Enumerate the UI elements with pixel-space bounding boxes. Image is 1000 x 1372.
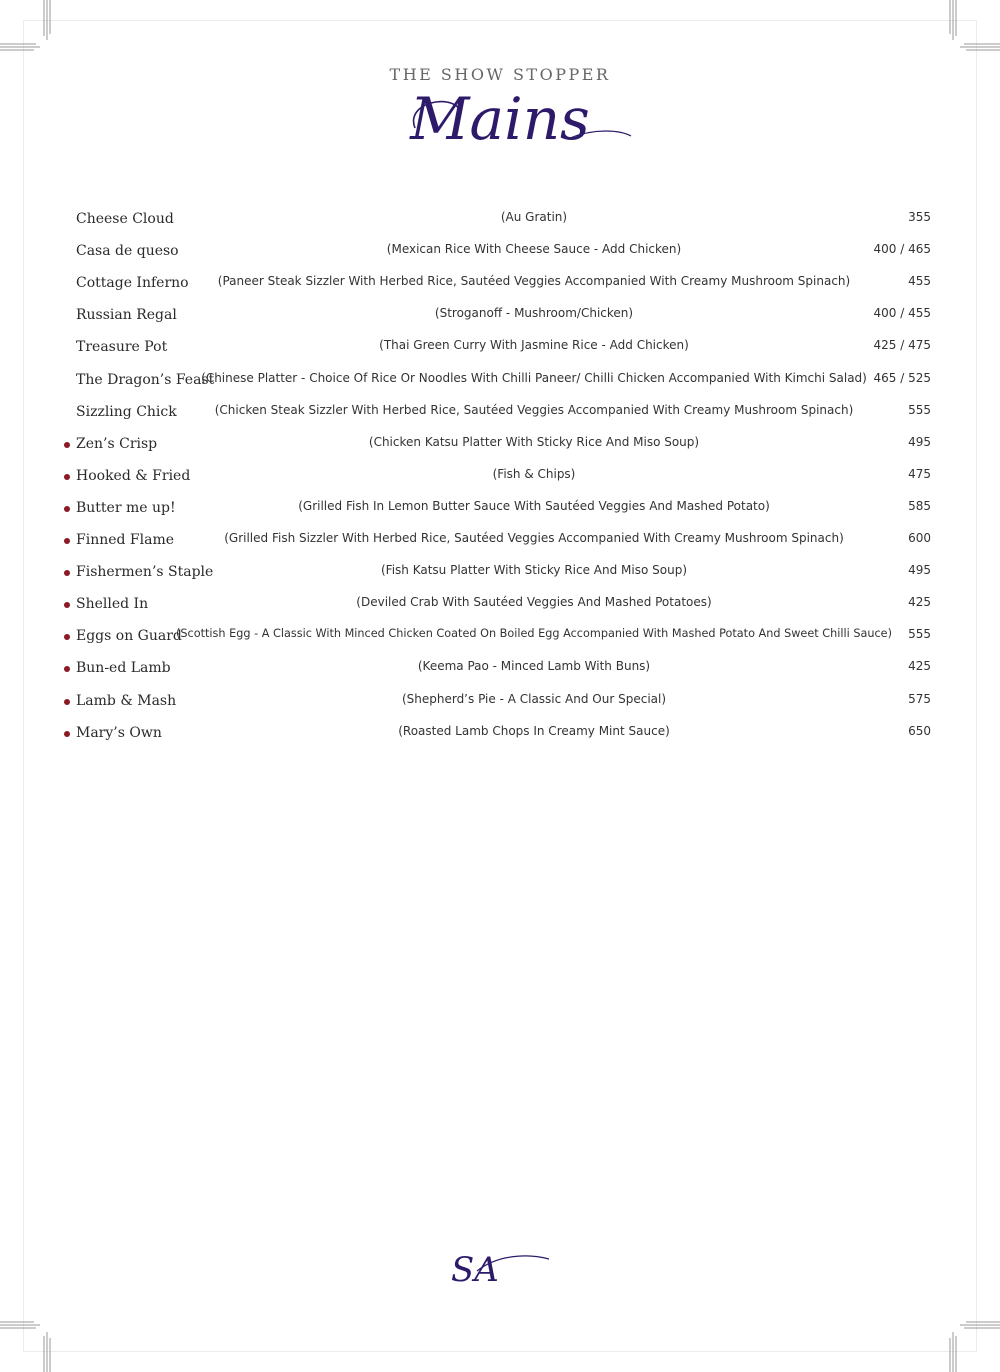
monogram-logo xyxy=(447,1245,553,1301)
bullet-dot-icon xyxy=(64,602,70,608)
menu-item-row xyxy=(0,271,1000,303)
menu-item-description: (Fish Katsu Platter With Sticky Rice And Miso Soup) xyxy=(381,563,687,578)
menu-item-row xyxy=(0,207,1000,239)
menu-item-row xyxy=(0,303,1000,335)
menu-item-price: 400 / 465 xyxy=(873,242,931,257)
menu-item-row xyxy=(0,624,1000,656)
menu-item-price: 555 xyxy=(908,402,931,417)
menu-item-row xyxy=(0,496,1000,528)
page-title: Mains xyxy=(410,85,590,153)
bullet-dot-icon xyxy=(64,474,70,480)
menu-item-name: Zen’s Crisp xyxy=(76,435,158,452)
menu-item-price: 475 xyxy=(908,466,931,481)
menu-item-name: Finned Flame xyxy=(76,532,175,548)
menu-item-description: (Deviled Crab With Sautéed Veggies And Mashed Potatoes) xyxy=(356,595,712,610)
menu-item-description: (Thai Green Curry With Jasmine Rice - Add Chicken) xyxy=(379,338,689,353)
menu-item-name: Butter me up! xyxy=(76,499,176,516)
menu-item-name: Treasure Pot xyxy=(76,339,168,356)
menu-item-description: (Grilled Fish Sizzler With Herbed Rice, Sautéed Veggies Accompanied With Creamy Mushroom Spinach) xyxy=(224,531,844,545)
menu-item-price: 425 xyxy=(908,659,931,674)
menu-item-description: (Roasted Lamb Chops In Creamy Mint Sauce) xyxy=(398,723,670,738)
menu-item-name: Cheese Cloud xyxy=(76,211,174,227)
menu-item-row xyxy=(0,592,1000,624)
corner-ornament-icon xyxy=(940,0,1000,60)
menu-item-row xyxy=(0,560,1000,592)
menu-item-description: (Fish & Chips) xyxy=(492,466,576,481)
menu-item-price: 555 xyxy=(908,627,931,642)
menu-item-price: 465 / 525 xyxy=(873,370,931,385)
menu-item-name: Russian Regal xyxy=(76,307,177,324)
menu-item-name: The Dragon’s Feast xyxy=(76,371,215,388)
menu-item-row xyxy=(0,368,1000,400)
menu-item-name: Hooked & Fried xyxy=(76,467,191,484)
menu-item-row xyxy=(0,464,1000,496)
menu-item-row xyxy=(0,528,1000,560)
menu-item-row xyxy=(0,335,1000,367)
menu-item-price: 355 xyxy=(908,210,931,224)
bullet-dot-icon xyxy=(64,699,70,705)
menu-item-name: Shelled In xyxy=(76,596,149,613)
menu-item-name: Casa de queso xyxy=(76,243,179,260)
corner-ornament-icon xyxy=(940,1312,1000,1372)
menu-item-price: 585 xyxy=(908,498,931,513)
menu-item-row xyxy=(0,432,1000,464)
bullet-dot-icon xyxy=(64,634,70,640)
menu-item-price: 400 / 455 xyxy=(873,306,931,321)
menu-item-price: 600 xyxy=(908,531,931,545)
menu-item-description: (Chicken Katsu Platter With Sticky Rice And Miso Soup) xyxy=(368,434,700,449)
menu-item-row xyxy=(0,239,1000,271)
menu-item-row xyxy=(0,689,1000,721)
bullet-dot-icon xyxy=(64,506,70,512)
menu-item-name: Eggs on Guard xyxy=(76,628,182,645)
menu-item-row xyxy=(0,400,1000,432)
corner-ornament-icon xyxy=(0,0,60,60)
menu-item-description: (Scottish Egg - A Classic With Minced Chicken Coated On Boiled Egg Accompanied With Mashed Potato And Sweet Chilli Sauce) xyxy=(176,627,892,641)
menu-item-price: 575 xyxy=(908,691,931,706)
bullet-dot-icon xyxy=(64,570,70,576)
menu-item-price: 425 / 475 xyxy=(873,338,931,353)
menu-item-price: 495 xyxy=(908,434,931,449)
menu-item-description: (Paneer Steak Sizzler With Herbed Rice, Sautéed Veggies Accompanied With Creamy Mushroom Spinach) xyxy=(217,274,851,289)
menu-item-name: Bun-ed Lamb xyxy=(76,660,171,677)
menu-item-description: (Chinese Platter - Choice Of Rice Or Noodles With Chilli Paneer/ Chilli Chicken Accompanied With Kimchi Salad) xyxy=(201,370,867,385)
menu-item-price: 650 xyxy=(908,723,931,738)
menu-item-name: Mary’s Own xyxy=(76,724,162,741)
menu-item-price: 495 xyxy=(908,563,931,578)
menu-item-description: (Shepherd’s Pie - A Classic And Our Special) xyxy=(401,691,667,706)
menu-item-name: Sizzling Chick xyxy=(76,403,177,420)
menu-item-description: (Keema Pao - Minced Lamb With Buns) xyxy=(417,659,651,674)
menu-item-description: (Au Gratin) xyxy=(500,210,568,224)
menu-item-row xyxy=(0,656,1000,688)
menu-item-price: 425 xyxy=(908,595,931,610)
svg-text:SA: SA xyxy=(451,1250,499,1290)
menu-item-description: (Chicken Steak Sizzler With Herbed Rice, Sautéed Veggies Accompanied With Creamy Mushroom Spinach) xyxy=(214,402,854,417)
corner-ornament-icon xyxy=(0,1312,60,1372)
menu-item-price: 455 xyxy=(908,274,931,289)
bullet-dot-icon xyxy=(64,442,70,448)
bullet-dot-icon xyxy=(64,538,70,544)
bullet-dot-icon xyxy=(64,666,70,672)
menu-item-name: Cottage Inferno xyxy=(76,275,189,292)
menu-item-name: Lamb & Mash xyxy=(76,692,177,709)
menu-item-description: (Grilled Fish In Lemon Butter Sauce With Sautéed Veggies And Mashed Potato) xyxy=(298,498,770,513)
menu-item-description: (Mexican Rice With Cheese Sauce - Add Chicken) xyxy=(386,242,682,257)
menu-item-row xyxy=(0,721,1000,753)
menu-item-description: (Stroganoff - Mushroom/Chicken) xyxy=(434,306,634,321)
section-subtitle: THE SHOW STOPPER xyxy=(389,65,611,84)
bullet-dot-icon xyxy=(64,731,70,737)
menu-item-name: Fishermen’s Staple xyxy=(76,564,214,581)
